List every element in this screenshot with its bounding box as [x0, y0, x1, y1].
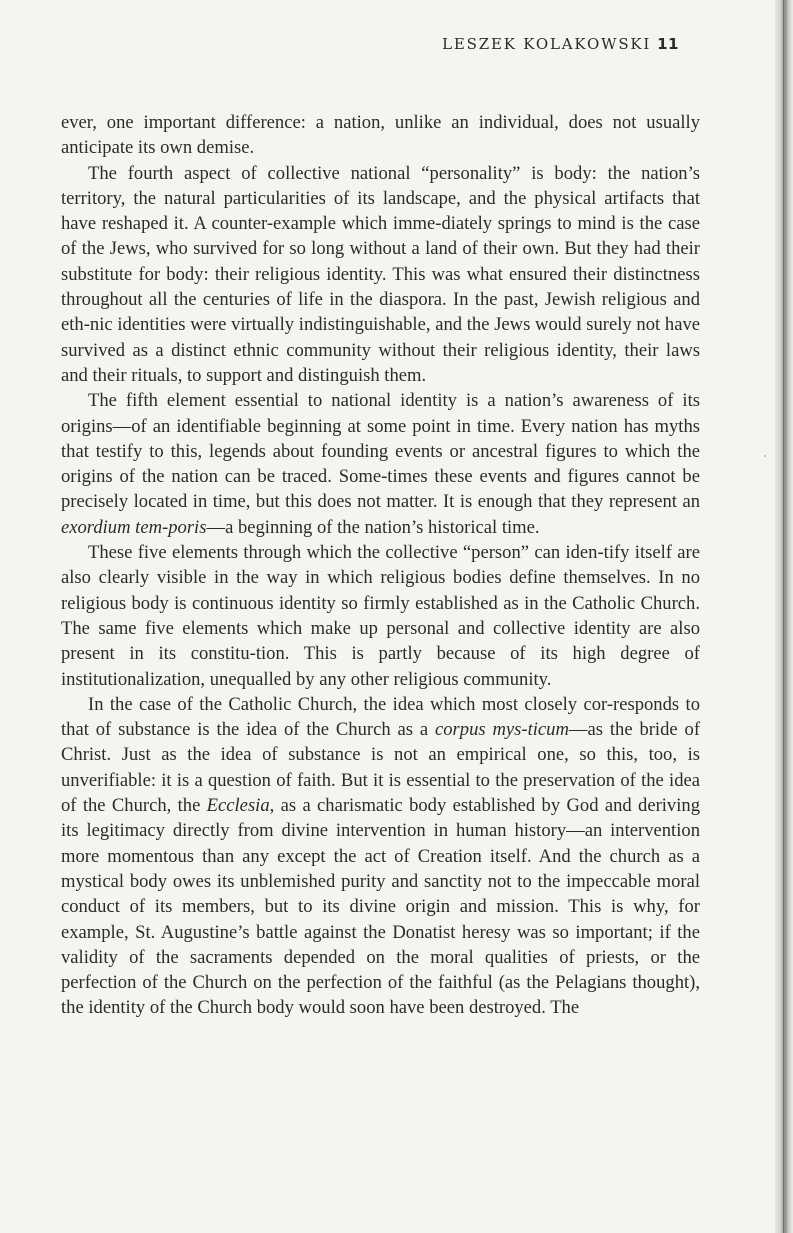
- paragraph-2: [61, 161, 700, 389]
- running-head: [442, 35, 679, 53]
- paragraph-4-text: These five elements through which the collective “person” can iden-tify itself are also clearly visible in the way in which religious bodies define themselves. In no religious body is continuous identity so firmly established as in the Catholic Church. The same five elements which make up personal and collective identity are also present in its constitu-tion. This is partly because of its high degree of institutionalization, unequalled by any other religious community.: [61, 542, 700, 690]
- paragraph-1: [61, 110, 700, 161]
- paragraph-5-text-after: , as a charismatic body established by God and deriving its legitimacy directly from divine intervention in human history—an intervention more momentous than any except the act of Creation itself. And the church as a mystical body owes its unblemished purity and sanctity not to the impeccable moral conduct of its members, but to its divine origin and mission. This is why, for example, St. Augustine’s battle against the Donatist heresy was so important; if the validity of the sacraments depended on the moral qualities of priests, or the perfection of the Church on the perfection of the faithful (as the Pelagians thought), the identity of the Church body would soon have been destroyed. The: [61, 795, 700, 1019]
- paragraph-3-text-after: —a beginning of the nation’s historical time.: [206, 516, 540, 538]
- paragraph-4: [61, 540, 700, 692]
- paragraph-5-text-before: In the case of the Catholic Church, the idea which most closely cor-responds to that of substance is the idea of the Church as a: [61, 693, 700, 741]
- body-text: [61, 110, 700, 1021]
- paragraph-2-text: The fourth aspect of collective national “personality” is body: the nation’s territory, the natural particularities of its landscape, and the physical artifacts that have reshaped it. A counter-example which imme-diately springs to mind is the case of the Jews, who survived for so long without a land of their own. But they had their substitute for body: their religious identity. This was what ensured their distinctness throughout all the centuries of life in the diaspora. In the past, Jewish religious and eth-nic identities were virtually indistinguishable, and the Jews would surely not have survived as a distinct ethnic community without their religious identity, their laws and their rituals, to support and distinguish them.: [61, 162, 700, 386]
- paragraph-3-italic-term: exordium tem-poris: [61, 516, 207, 538]
- running-head-author: LESZEK KOLAKOWSKI: [442, 35, 652, 53]
- page-number: 11: [657, 35, 679, 53]
- paragraph-3: [61, 388, 700, 540]
- gutter-shadow-line: [783, 0, 784, 1233]
- paragraph-5-text-middle: —as the bride of Christ. Just as the idea of substance is not an empirical one, so this, too, is unverifiable: it is a question of faith. But it is essential to the preservation of the idea of the Church, the: [61, 719, 701, 817]
- paragraph-5-italic-term-2: Ecclesia: [206, 795, 270, 817]
- paragraph-1-text: ever, one important difference: a nation, unlike an individual, does not usually anticipate its own demise.: [61, 112, 700, 159]
- paragraph-3-text-before: The fifth element essential to national identity is a nation’s awareness of its origins—of an identifiable beginning at some point in time. Every nation has myths that testify to this, legends about founding events or ancestral figures to which the origins of the nation can be traced. Some-times these events and figures cannot be precisely located in time, but this does not matter. It is enough that they represent an: [61, 390, 700, 513]
- book-gutter: [775, 0, 793, 1233]
- paragraph-5-italic-term: corpus mys-ticum: [435, 719, 569, 741]
- paper-speck: [764, 455, 766, 457]
- paragraph-5: [61, 692, 700, 1021]
